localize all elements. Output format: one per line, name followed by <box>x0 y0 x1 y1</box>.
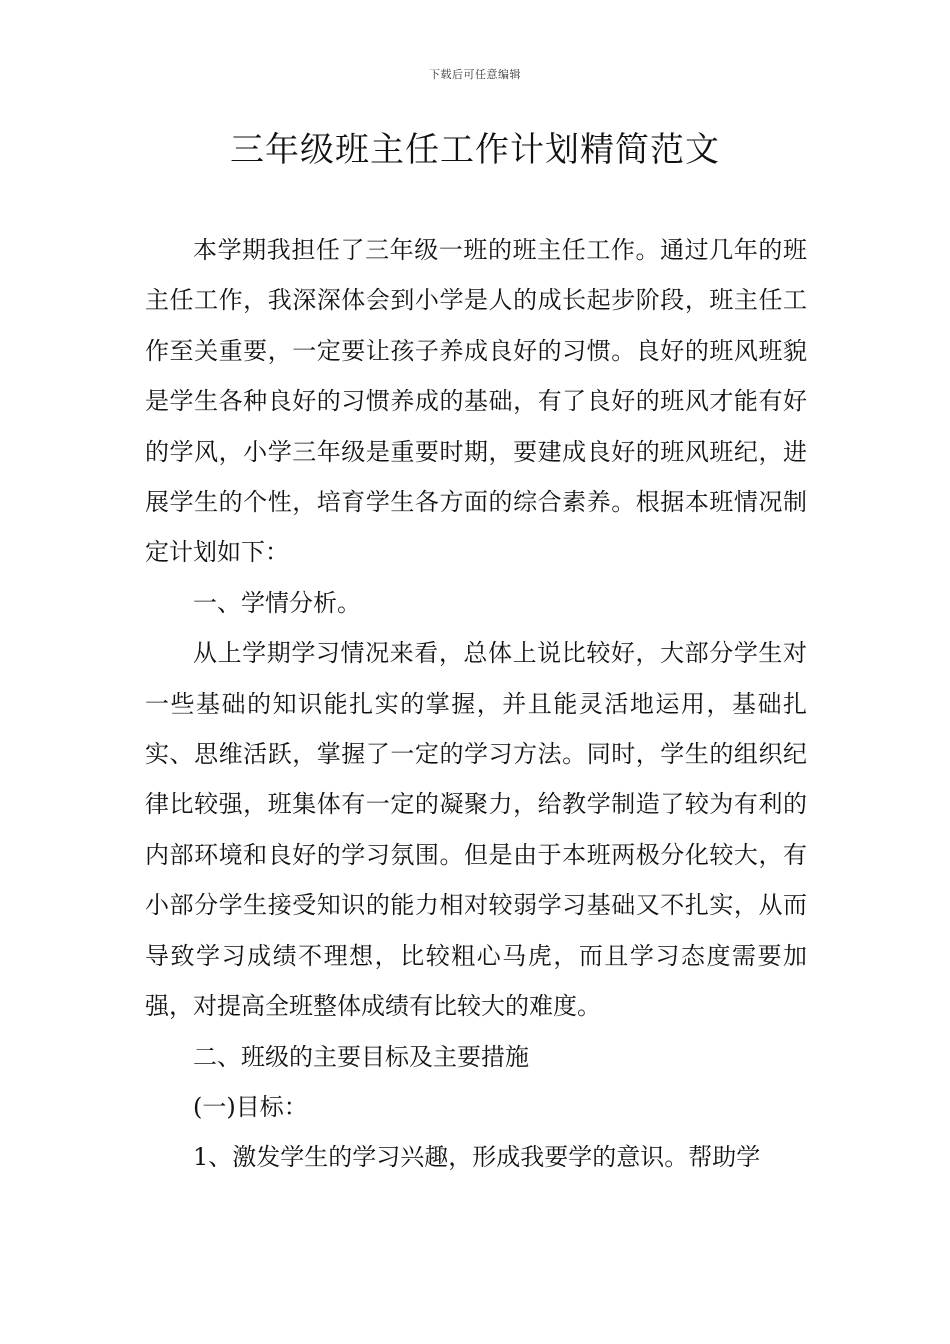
section-heading-goals: 二、班级的主要目标及主要措施 <box>193 1042 529 1071</box>
paragraph-goal-1: 1、激发学生的学习兴趣，形成我要学的意识。帮助学 <box>193 1143 761 1172</box>
document-title: 三年级班主任工作计划精简范文 <box>230 130 720 170</box>
section-heading-analysis: 一、学情分析。 <box>193 588 361 617</box>
subsection-heading-goals: (一)目标： <box>193 1092 308 1121</box>
paragraph-intro: 本学期我担任了三年级一班的班主任工作。通过几年的班主任工作，我深深体会到小学是人的成长起步阶段，班主任工作至关重要，一定要让孩子养成良好的习惯。良好的班风班貌是学生各种良好的习惯养成的基础，有了良好的班风才能有好的学风，小学三年级是重要时期，要建成良好的班风班纪，进展学生的个性，培育学生各方面的综合素养。根据本班情况制定计划如下： <box>145 236 807 567</box>
document-body <box>145 225 807 1183</box>
paragraph-analysis: 从上学期学习情况来看，总体上说比较好，大部分学生对一些基础的知识能扎实的掌握，并且能灵活地运用，基础扎实、思维活跃，掌握了一定的学习方法。同时，学生的组织纪律比较强，班集体有一定的凝聚力，给教学制造了较为有利的内部环境和良好的学习氛围。但是由于本班两极分化较大，有小部分学生接受知识的能力相对较弱学习基础又不扎实，从而导致学习成绩不理想，比较粗心马虎，而且学习态度需要加强，对提高全班整体成绩有比较大的难度。 <box>145 639 807 1021</box>
header-note: 下载后可任意编辑 <box>429 68 521 81</box>
